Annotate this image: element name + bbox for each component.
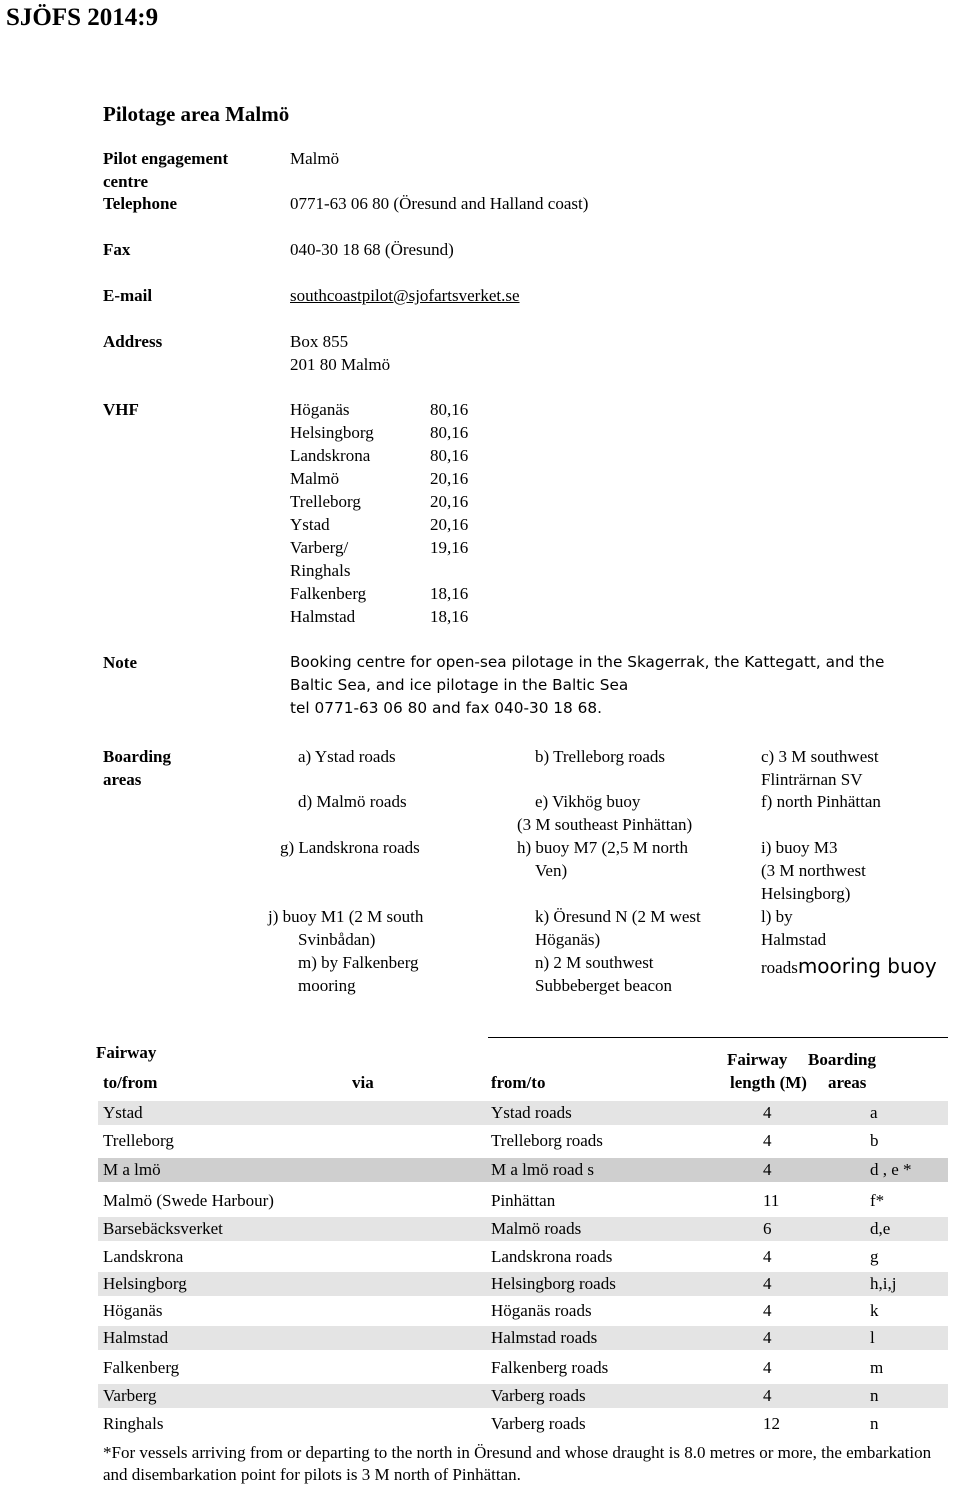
vhf-station: Halmstad <box>290 607 356 626</box>
cell-to-from: M a lmö <box>103 1160 161 1179</box>
table-header-boarding-2: areas <box>828 1073 867 1092</box>
vhf-channels: 19,16 <box>430 538 469 557</box>
vhf-row <box>290 513 490 536</box>
document-id: SJÖFS 2014:9 <box>6 4 159 31</box>
cell-to-from: Falkenberg <box>103 1358 180 1377</box>
table-footnote: *For vessels arriving from or departing to the north in Öresund and whose draught is 8.0 metres or more, the embarkation and disembarkation point for pilots is 3 M north of Pinhättan. <box>103 1443 932 1484</box>
vhf-row <box>290 444 490 467</box>
cell-areas: n <box>870 1414 879 1433</box>
table-header-via: via <box>352 1073 374 1092</box>
address-line-1: Box 855 <box>290 332 349 351</box>
boarding-area-d: d) Malmö roads <box>298 792 407 811</box>
vhf-channels: 80,16 <box>430 423 469 442</box>
table-row <box>98 1158 948 1182</box>
area-title: Pilotage area Malmö <box>103 102 290 126</box>
table-header-length-1: Fairway <box>727 1050 788 1069</box>
cell-from-to: Höganäs roads <box>491 1301 592 1320</box>
cell-areas: l <box>870 1328 875 1347</box>
telephone-label: Telephone <box>103 194 178 213</box>
cell-from-to: Varberg roads <box>491 1386 586 1405</box>
cell-from-to: Falkenberg roads <box>491 1358 609 1377</box>
cell-to-from: Trelleborg <box>103 1131 174 1150</box>
boarding-area-i: i) buoy M3 <box>761 838 838 857</box>
vhf-channels: 80,16 <box>430 446 469 465</box>
table-row <box>98 1101 948 1125</box>
cell-to-from: Höganäs <box>103 1301 163 1320</box>
vhf-row <box>290 536 490 559</box>
cell-from-to: Helsingborg roads <box>491 1274 616 1293</box>
cell-from-to: M a lmö road s <box>491 1160 594 1179</box>
table-row <box>98 1129 948 1153</box>
note-line-2: Baltic Sea, and ice pilotage in the Baltic Sea <box>290 676 629 694</box>
table-row <box>98 1217 948 1241</box>
boarding-area-m-detail: mooring <box>298 976 356 995</box>
vhf-channels: 20,16 <box>430 469 469 488</box>
table-header-fairway: Fairway <box>96 1043 157 1062</box>
cell-length: 4 <box>763 1386 772 1405</box>
boarding-area-c: c) 3 M southwest <box>761 747 879 766</box>
table-row <box>98 1384 948 1408</box>
boarding-area-l-mooring: mooring buoy <box>797 954 937 978</box>
email-link[interactable]: southcoastpilot@sjofartsverket.se <box>290 286 520 305</box>
cell-areas: k <box>870 1301 879 1320</box>
boarding-area-a: a) Ystad roads <box>298 747 396 766</box>
table-header-length-2: length (M) <box>730 1073 807 1092</box>
cell-length: 4 <box>763 1160 772 1179</box>
cell-to-from: Ringhals <box>103 1414 164 1433</box>
table-row <box>98 1245 948 1269</box>
boarding-area-l-detail: Halmstad <box>761 930 827 949</box>
table-top-rule <box>488 1037 948 1038</box>
note-line-3: tel 0771-63 06 80 and fax 040-30 18 68. <box>290 699 602 717</box>
cell-from-to: Ystad roads <box>491 1103 572 1122</box>
vhf-station: Ringhals <box>290 561 351 580</box>
cell-from-to: Malmö roads <box>491 1219 582 1238</box>
cell-areas: d , e * <box>870 1160 912 1179</box>
cell-length: 4 <box>763 1328 772 1347</box>
boarding-area-n-detail: Subbeberget beacon <box>535 976 673 995</box>
boarding-area-h: h) buoy M7 (2,5 M north <box>517 838 688 857</box>
boarding-area-l-detail-2 <box>761 954 937 979</box>
boarding-area-c-detail: Flinträrnan SV <box>761 770 863 789</box>
boarding-area-m: m) by Falkenberg <box>298 953 419 972</box>
vhf-row <box>290 398 490 421</box>
cell-length: 11 <box>763 1191 780 1210</box>
boarding-area-j: j) buoy M1 (2 M south <box>268 907 424 926</box>
pilot-centre-label: Pilot engagement centre <box>103 149 229 191</box>
fax-label: Fax <box>103 240 131 259</box>
note-line-1: Booking centre for open-sea pilotage in the Skagerrak, the Kattegatt, and the <box>290 653 885 671</box>
boarding-area-e: e) Vikhög buoy <box>535 792 641 811</box>
boarding-area-i-detail-1: (3 M northwest <box>761 861 866 880</box>
cell-from-to: Landskrona roads <box>491 1247 613 1266</box>
vhf-station: Ystad <box>290 515 330 534</box>
cell-areas: b <box>870 1131 879 1150</box>
vhf-row <box>290 467 490 490</box>
vhf-station: Falkenberg <box>290 584 367 603</box>
boarding-area-b: b) Trelleborg roads <box>535 747 666 766</box>
pilot-centre-value: Malmö <box>290 149 340 168</box>
cell-length: 4 <box>763 1274 772 1293</box>
table-row <box>98 1356 948 1380</box>
cell-from-to: Pinhättan <box>491 1191 556 1210</box>
boarding-area-n: n) 2 M southwest <box>535 953 654 972</box>
cell-length: 4 <box>763 1301 772 1320</box>
email-label: E-mail <box>103 286 153 305</box>
cell-length: 6 <box>763 1219 772 1238</box>
boarding-area-h-detail: Ven) <box>535 861 568 880</box>
vhf-channels: 20,16 <box>430 492 469 511</box>
vhf-channels: 18,16 <box>430 584 469 603</box>
vhf-channels: 20,16 <box>430 515 469 534</box>
fax-value: 040-30 18 68 (Öresund) <box>290 240 454 259</box>
boarding-area-k-detail: Höganäs) <box>535 930 601 949</box>
address-line-2: 201 80 Malmö <box>290 355 391 374</box>
table-row <box>98 1189 948 1213</box>
vhf-station: Höganäs <box>290 400 350 419</box>
cell-length: 4 <box>763 1358 772 1377</box>
cell-to-from: Barsebäcksverket <box>103 1219 223 1238</box>
vhf-station: Landskrona <box>290 446 371 465</box>
boarding-label-1: Boarding <box>103 747 172 766</box>
cell-to-from: Landskrona <box>103 1247 184 1266</box>
boarding-area-l-roads: roads <box>761 958 798 977</box>
cell-areas: f* <box>870 1191 885 1210</box>
cell-areas: n <box>870 1386 879 1405</box>
vhf-row <box>290 490 490 513</box>
cell-from-to: Varberg roads <box>491 1414 586 1433</box>
boarding-label-2: areas <box>103 770 142 789</box>
vhf-row <box>290 421 490 444</box>
table-header-to-from: to/from <box>103 1073 158 1092</box>
table-row <box>98 1412 948 1436</box>
boarding-area-f: f) north Pinhättan <box>761 792 881 811</box>
vhf-station: Varberg/ <box>290 538 349 557</box>
cell-from-to: Halmstad roads <box>491 1328 598 1347</box>
cell-areas: g <box>870 1247 879 1266</box>
cell-to-from: Helsingborg <box>103 1274 187 1293</box>
cell-areas: d,e <box>870 1219 891 1238</box>
cell-areas: m <box>870 1358 884 1377</box>
cell-to-from: Malmö (Swede Harbour) <box>103 1191 274 1210</box>
table-row <box>98 1299 948 1323</box>
vhf-row <box>290 559 490 582</box>
vhf-station: Malmö <box>290 469 340 488</box>
cell-from-to: Trelleborg roads <box>491 1131 603 1150</box>
vhf-channels: 18,16 <box>430 607 469 626</box>
cell-to-from: Ystad <box>103 1103 143 1122</box>
boarding-area-e-detail: (3 M southeast Pinhättan) <box>517 815 693 834</box>
vhf-row <box>290 605 490 628</box>
cell-length: 4 <box>763 1103 772 1122</box>
cell-areas: a <box>870 1103 878 1122</box>
boarding-area-i-detail-2: Helsingborg) <box>761 884 851 903</box>
table-header-from-to: from/to <box>491 1073 546 1092</box>
boarding-area-k: k) Öresund N (2 M west <box>535 907 701 926</box>
vhf-channels: 80,16 <box>430 400 469 419</box>
cell-length: 4 <box>763 1131 772 1150</box>
telephone-value: 0771-63 06 80 (Öresund and Halland coast) <box>290 194 589 213</box>
vhf-station: Helsingborg <box>290 423 374 442</box>
cell-areas: h,i,j <box>870 1274 897 1293</box>
cell-length: 4 <box>763 1247 772 1266</box>
cell-length: 12 <box>763 1414 780 1433</box>
cell-to-from: Varberg <box>103 1386 157 1405</box>
boarding-area-g: g) Landskrona roads <box>280 838 420 857</box>
boarding-area-l: l) by <box>761 907 793 926</box>
cell-to-from: Halmstad <box>103 1328 169 1347</box>
vhf-label: VHF <box>103 400 139 419</box>
table-header-boarding-1: Boarding <box>808 1050 877 1069</box>
address-label: Address <box>103 332 163 351</box>
vhf-row <box>290 582 490 605</box>
table-row <box>98 1272 948 1296</box>
note-label: Note <box>103 653 137 672</box>
table-row <box>98 1326 948 1350</box>
vhf-station: Trelleborg <box>290 492 361 511</box>
boarding-area-j-detail: Svinbådan) <box>298 930 376 949</box>
